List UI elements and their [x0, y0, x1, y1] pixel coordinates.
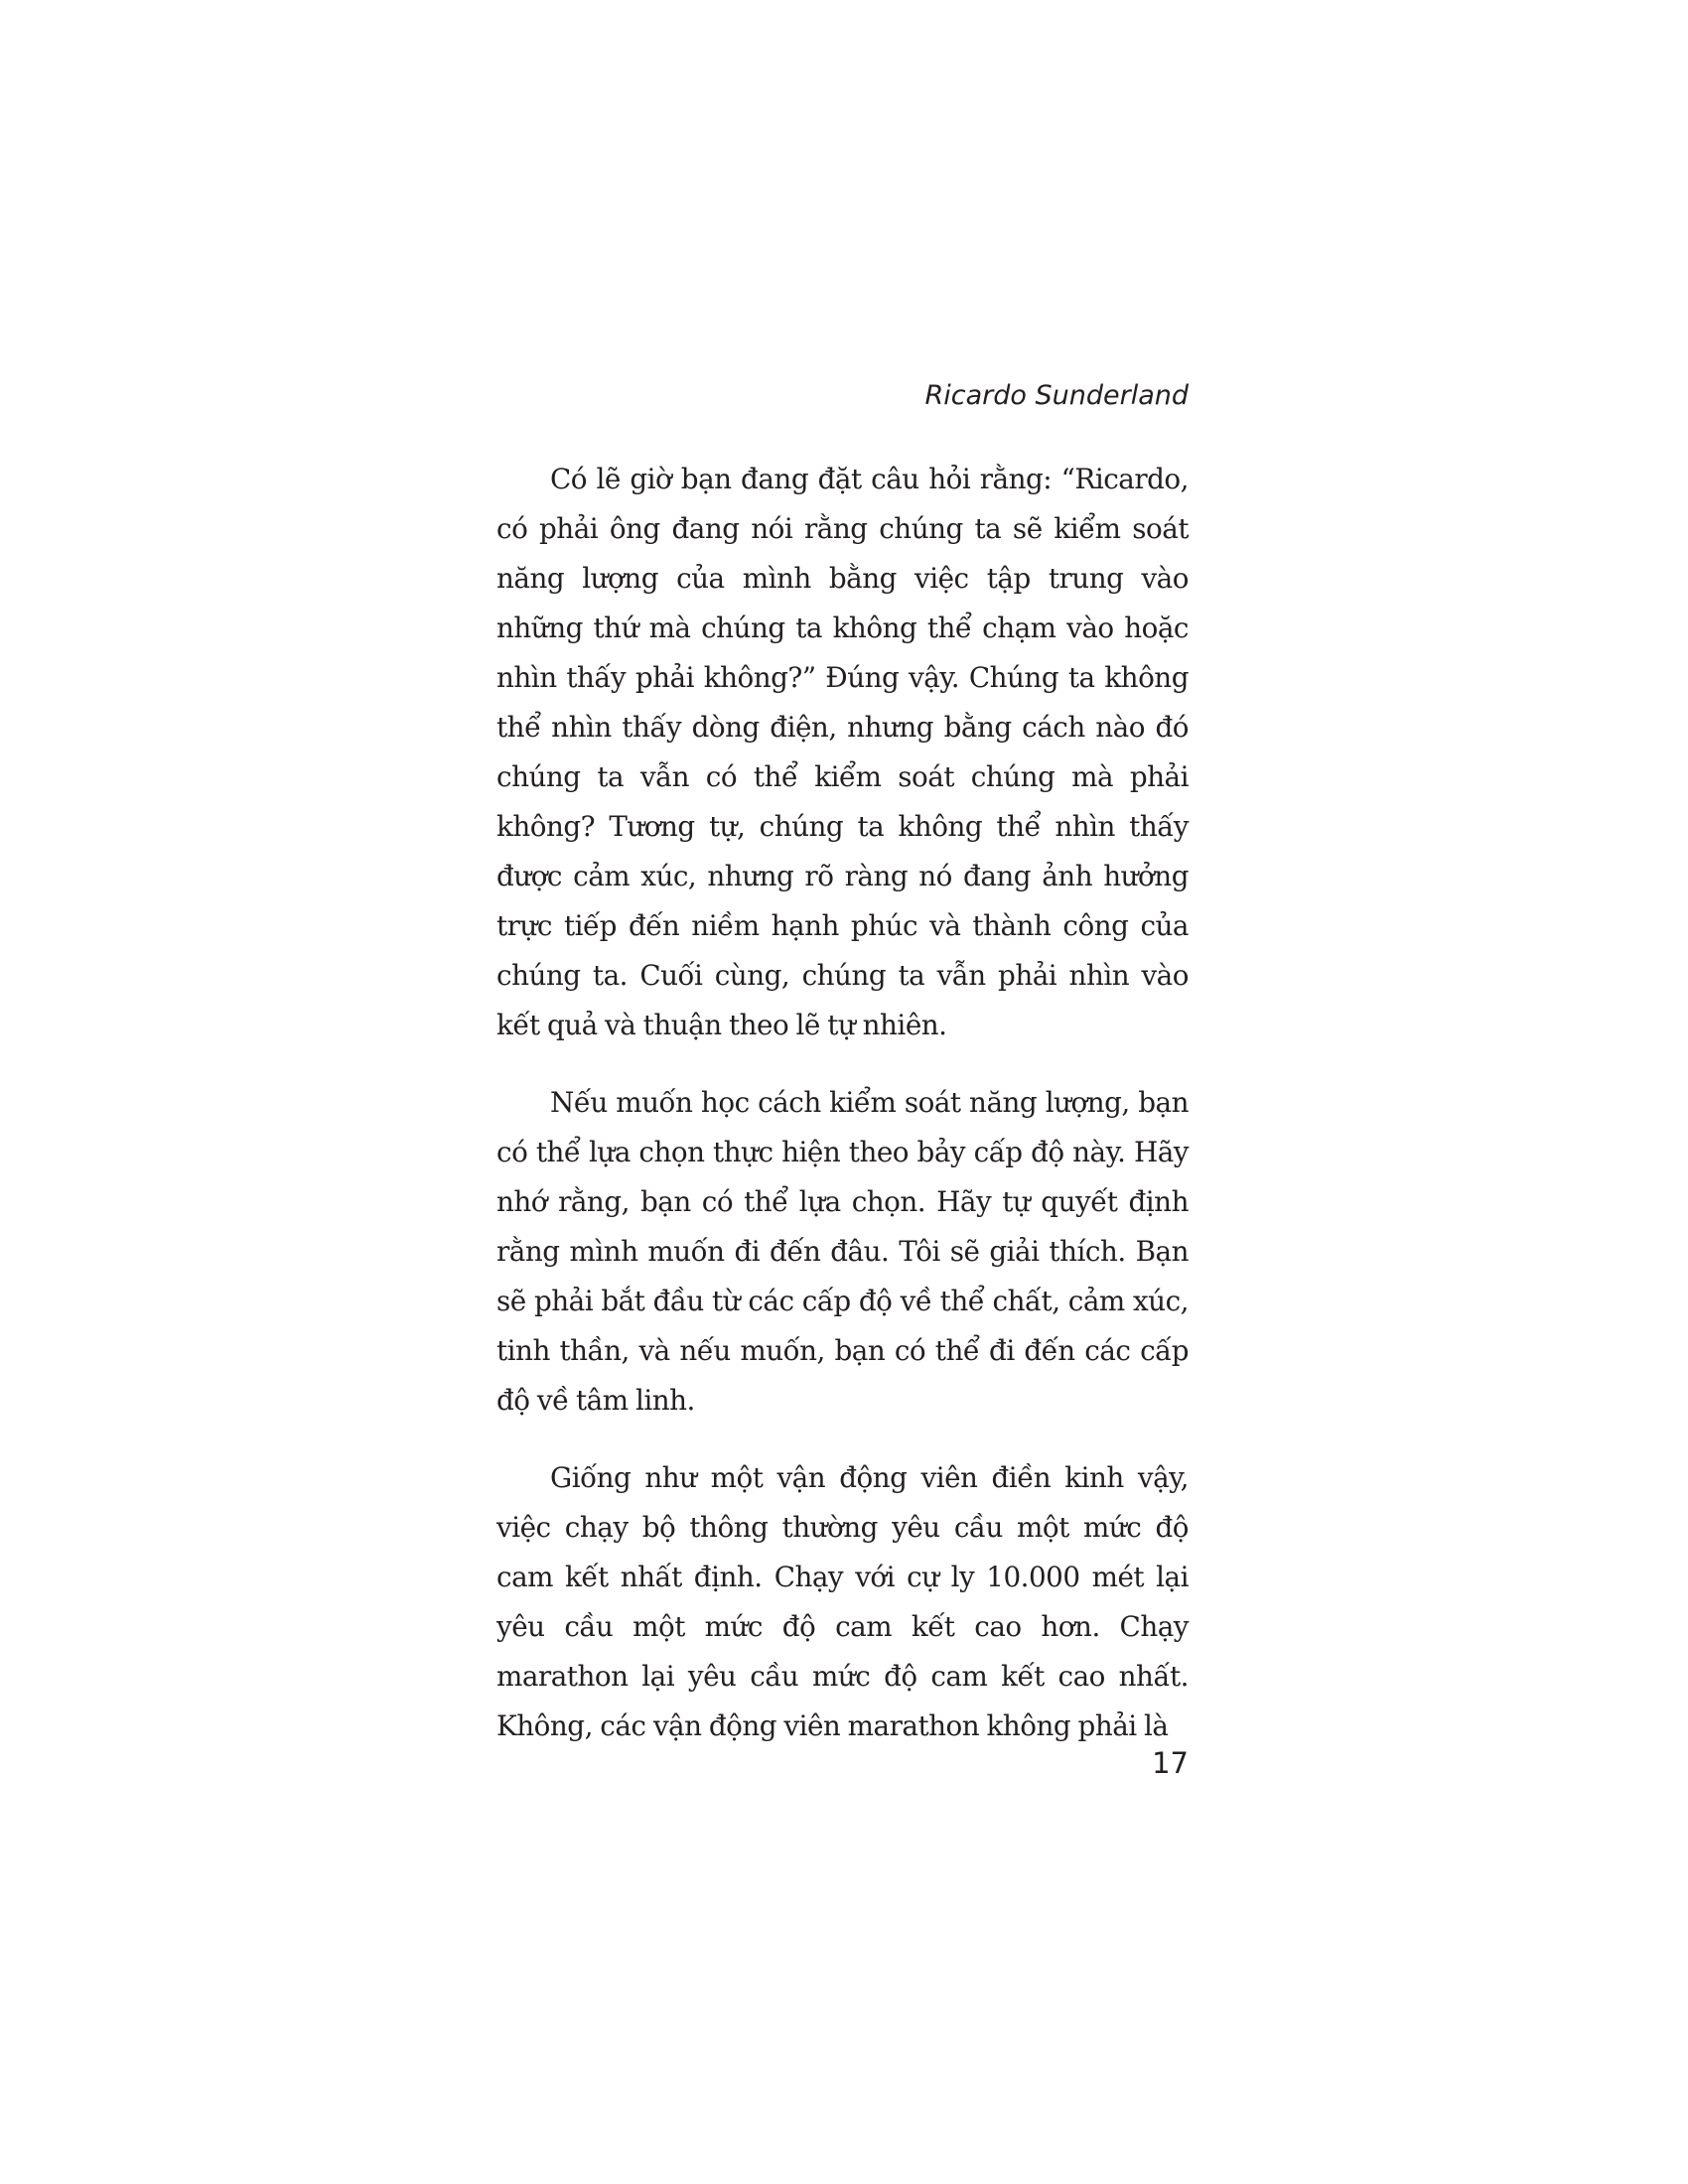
paragraph-1: Có lẽ giờ bạn đang đặt câu hỏi rằng: “Ricardo, có phải ông đang nói rằng chúng ta sẽ kiểm soát năng lượng của mình bằng việc tập trung vào những thứ mà chúng ta không thể chạm vào hoặc nhìn thấy phải không?” Đúng vậy. Chúng ta không thể nhìn thấy dòng điện, nhưng bằng cách nào đó chúng ta vẫn có thể kiểm soát chúng mà phải không? Tương tự, chúng ta không thể nhìn thấy được cảm xúc, nhưng rõ ràng nó đang ảnh hưởng trực tiếp đến niềm hạnh phúc và thành công của chúng ta. Cuối cùng, chúng ta vẫn phải nhìn vào kết quả và thuận theo lẽ tự nhiên.	[496, 463, 1189, 1041]
paragraph-3: Giống như một vận động viên điền kinh vậy, việc chạy bộ thông thường yêu cầu một mức độ cam kết nhất định. Chạy với cự ly 10.000 mét lại yêu cầu một mức độ cam kết cao hơn. Chạy marathon lại yêu cầu mức độ cam kết cao nhất. Không, các vận động viên marathon không phải là	[496, 1461, 1189, 1742]
running-header-author: Ricardo Sunderland	[924, 380, 1189, 411]
paragraph-2: Nếu muốn học cách kiểm soát năng lượng, bạn có thể lựa chọn thực hiện theo bảy cấp độ này. Hãy nhớ rằng, bạn có thể lựa chọn. Hãy tự quyết định rằng mình muốn đi đến đâu. Tôi sẽ giải thích. Bạn sẽ phải bắt đầu từ các cấp độ về thể chất, cảm xúc, tinh thần, và nếu muốn, bạn có thể đi đến các cấp độ về tâm linh.	[496, 1086, 1189, 1417]
body-text	[496, 455, 1189, 1779]
page-number: 17	[1152, 1746, 1189, 1780]
